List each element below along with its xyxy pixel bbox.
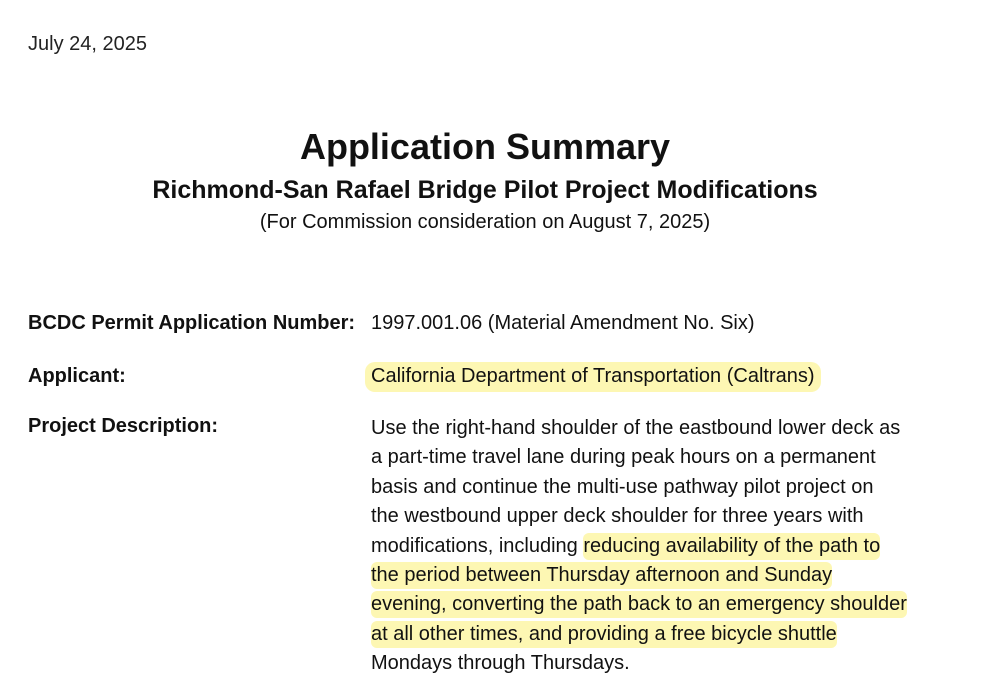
page-title: Application Summary (299, 126, 671, 167)
description-line (371, 532, 971, 561)
description-line (371, 590, 971, 619)
description-line (371, 620, 971, 649)
highlighted-text: evening, converting the path back to an emergency shoulder (371, 591, 907, 618)
description-line-start: modifications, including (371, 534, 584, 557)
description-line: Mondays through Thursdays. (371, 652, 630, 675)
document-date: July 24, 2025 (28, 33, 147, 55)
highlighted-text: the period between Thursday afternoon and Sunday (371, 562, 832, 589)
permit-number-label: BCDC Permit Application Number: (28, 312, 356, 334)
applicant-label: Applicant: (28, 365, 126, 387)
description-line: a part-time travel lane during peak hours on a permanent (371, 446, 876, 469)
project-description-text (371, 414, 971, 679)
description-line: basis and continue the multi-use pathway pilot project on (371, 475, 874, 498)
highlighted-text: reducing availability of the path to (583, 533, 880, 560)
description-line: the westbound upper deck shoulder for three years with (371, 505, 864, 528)
description-line (371, 561, 971, 590)
consideration-note: (For Commission consideration on August 7, 2025) (259, 211, 711, 233)
permit-number-value: 1997.001.06 (Material Amendment No. Six) (371, 312, 755, 334)
page-subtitle: Richmond-San Rafael Bridge Pilot Project Modifications (152, 176, 818, 204)
project-description-label: Project Description: (28, 415, 219, 437)
applicant-value: California Department of Transportation (Caltrans) (365, 362, 821, 392)
highlighted-text: at all other times, and providing a free bicycle shuttle (371, 621, 837, 648)
description-line: Use the right-hand shoulder of the eastbound lower deck as (371, 417, 901, 439)
